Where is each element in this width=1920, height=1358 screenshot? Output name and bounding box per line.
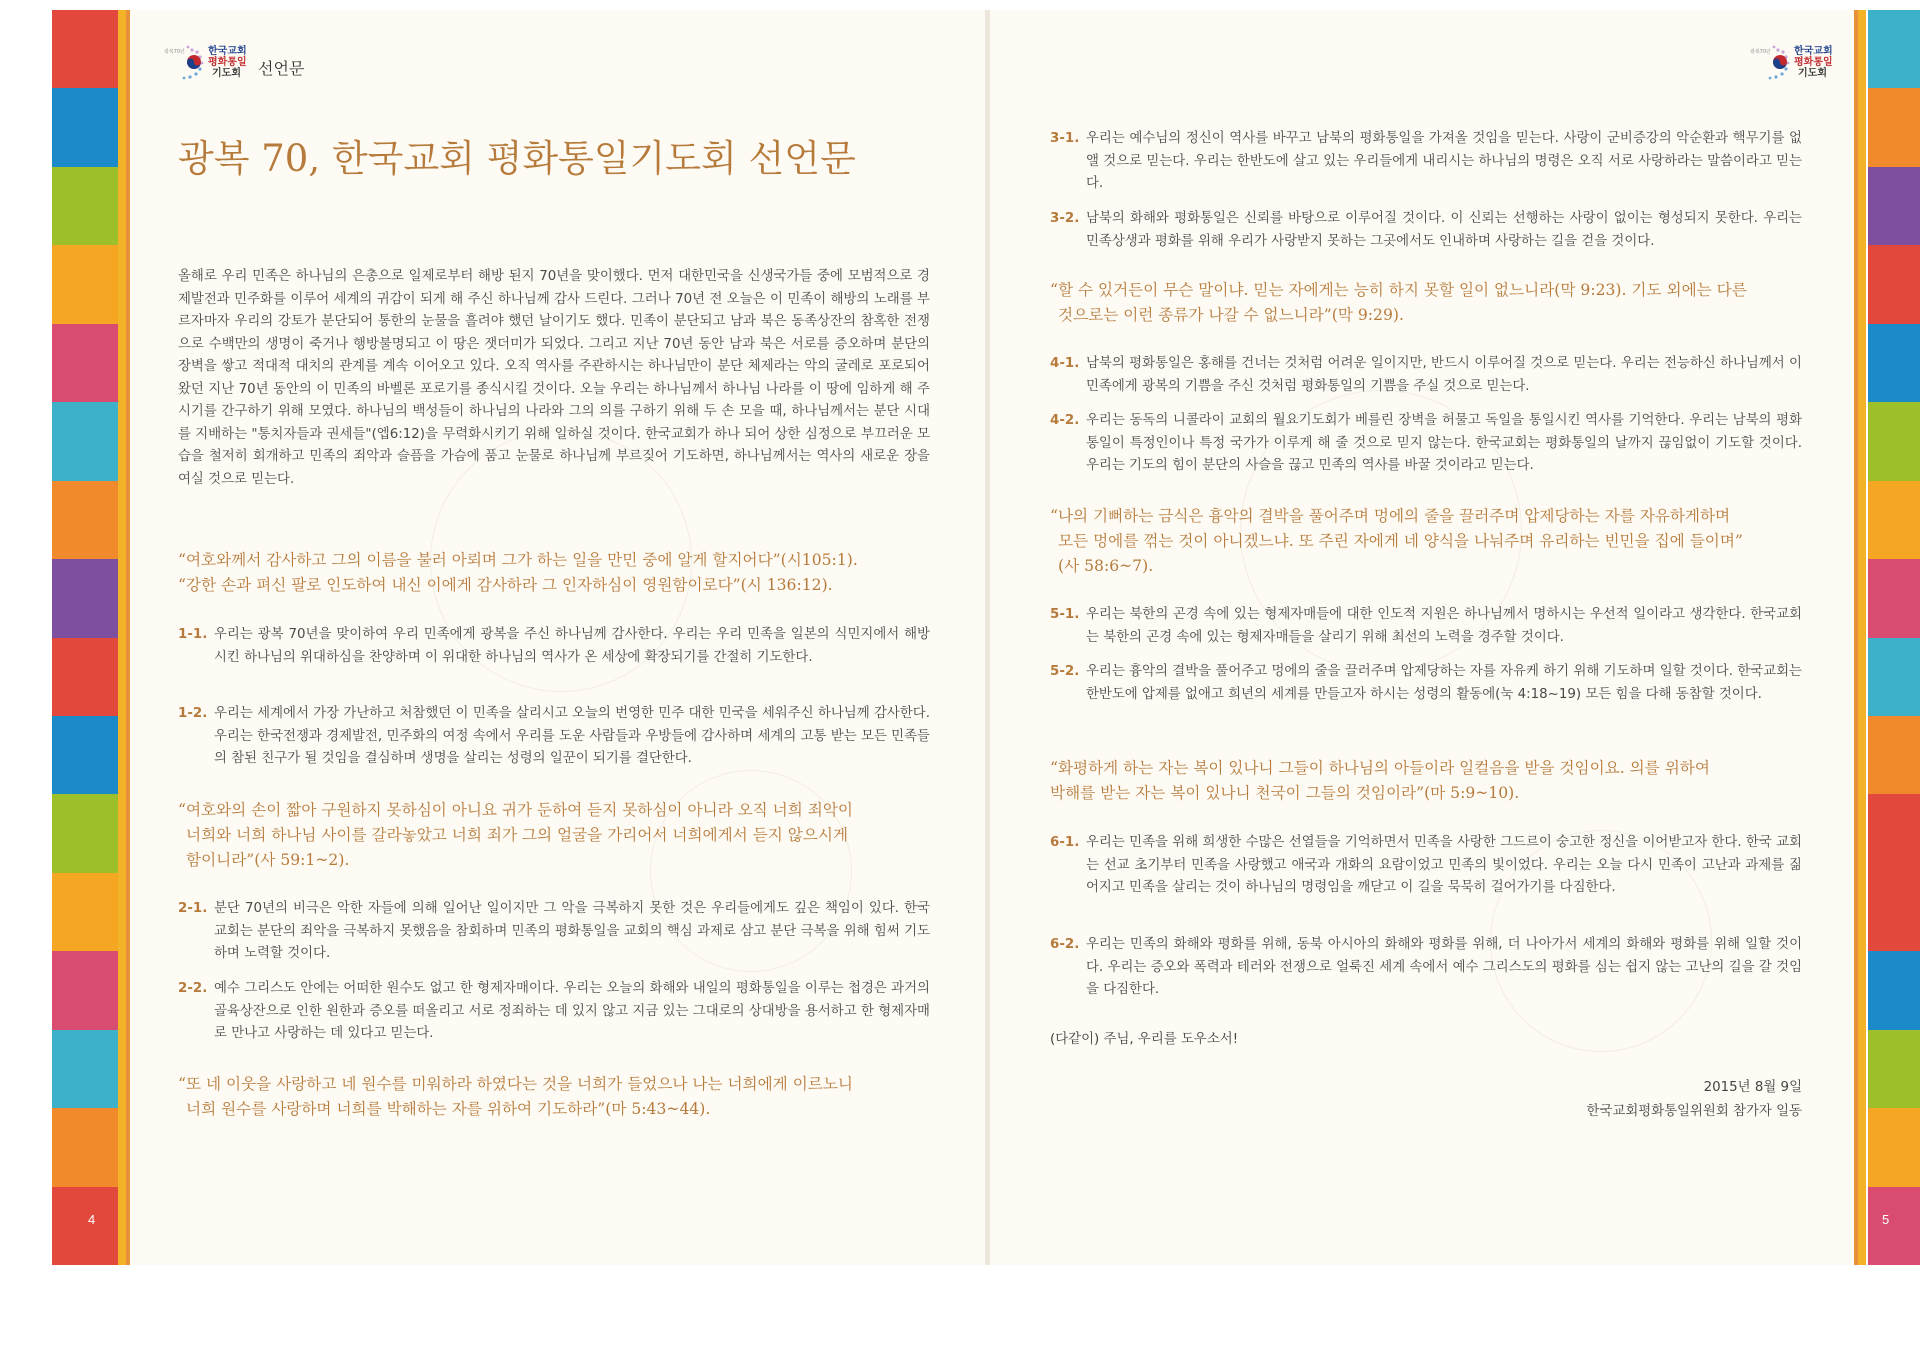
- declaration-item: [1050, 832, 1802, 900]
- page-title: 광복 70, 한국교회 평화통일기도회 선언문: [178, 137, 856, 180]
- item-number: 3-1.: [1050, 131, 1080, 146]
- declaration-item: [1050, 934, 1802, 1002]
- logo-small-caption: 광복70년: [1750, 49, 1771, 55]
- item-number: 2-2.: [178, 981, 208, 996]
- item-number: 6-1.: [1050, 835, 1080, 850]
- logo-text: [1794, 46, 1833, 79]
- scripture-quote: [1050, 756, 1710, 806]
- color-stripe: [52, 481, 118, 559]
- scripture-quote: [1050, 504, 1743, 579]
- color-stripe: [52, 167, 118, 245]
- item-text: 우리는 흉악의 결박을 풀어주고 멍에의 줄을 끌러주며 압제당하는 자를 자유케 하기 위해 기도하며 일할 것이다. 한국교회는 한반도에 압제를 없애고 희년의 세계를 만들고자 하시는 성령의 활동에(눅 4:18~19) 모든 힘을 다해 동참할 것이다.: [1086, 664, 1802, 702]
- color-stripe: [1868, 324, 1920, 402]
- color-stripe: [1868, 245, 1920, 323]
- color-stripe: [52, 402, 118, 480]
- color-stripe: [52, 324, 118, 402]
- page-number: 4: [88, 1212, 96, 1227]
- logo-line-1: 한국교회: [208, 45, 247, 57]
- color-stripe: [1868, 1030, 1920, 1108]
- logo-text: [208, 46, 247, 79]
- color-stripe: [52, 873, 118, 951]
- declaration-item: [178, 898, 930, 966]
- quote-line: “여호와의 손이 짧아 구원하지 못하심이 아니요 귀가 둔하여 듣지 못하심이 아니라 오직 너희 죄악이: [178, 801, 853, 819]
- item-text: 우리는 세계에서 가장 가난하고 처참했던 이 민족을 살리시고 오늘의 번영한 민주 대한 민국을 세워주신 하나님께 감사한다. 우리는 한국전쟁과 경제발전, 민주화의 여정 속에서 우리를 도운 사람들과 우방들에 감사하며 세계의 고통 받는 모든 민족들의 참된 친구가 될 것임을 결심하며 생명을 살리는 성령의 일꾼이 되기를 결단한다.: [214, 706, 930, 766]
- scripture-quote: [1050, 278, 1747, 328]
- right-logo: [1748, 42, 1833, 82]
- item-number: 1-2.: [178, 706, 208, 721]
- item-text: 예수 그리스도 안에는 어떠한 원수도 없고 한 형제자매이다. 우리는 오늘의 화해와 내일의 평화통일을 이루는 첩경은 과거의 골육상잔으로 인한 원한과 증오를 떠올리고 서로 정죄하는 데 있지 않고 지금 있는 그대로의 상대방을 용서하고 한 형제자매로 만나고 사랑하는 데 있다고 믿는다.: [214, 981, 930, 1041]
- quote-line: 박해를 받는 자는 복이 있나니 천국이 그들의 것임이라”(마 5:9~10).: [1050, 784, 1520, 802]
- logo-line-3: 기도회: [1798, 67, 1827, 79]
- item-text: 분단 70년의 비극은 악한 자들에 의해 일어난 일이지만 그 악을 극복하지 못한 것은 우리들에게도 깊은 책임이 있다. 한국 교회는 분단의 죄악을 극복하지 못했음을 참회하며 민족의 평화통일을 교회의 핵심 과제로 삼고 분단 극복을 위해 힘써 기도하며 노력할 것이다.: [214, 901, 930, 961]
- quote-line: 너희와 너희 하나님 사이를 갈라놓았고 너희 죄가 그의 얼굴을 가리어서 너희에게서 듣지 않으시게: [186, 826, 849, 844]
- quote-line: 함이니라”(사 59:1~2).: [186, 851, 350, 869]
- declaration-item: [178, 624, 930, 669]
- item-text: 우리는 동독의 니콜라이 교회의 월요기도회가 베를린 장벽을 허물고 독일을 통일시킨 역사를 기억한다. 우리는 남북의 평화통일이 특정인이나 특정 국가가 이루게 해 줄 것으로 믿지 않는다. 한국교회는 평화통일의 날까지 끊임없이 기도할 것이다. 우리는 기도의 힘이 분단의 사슬을 끊고 민족의 역사를 바꿀 것이라고 믿는다.: [1086, 413, 1802, 473]
- declaration-date: 2015년 8월 9일: [1703, 1080, 1802, 1095]
- quote-line: “나의 기뻐하는 금식은 흉악의 결박을 풀어주며 멍에의 줄을 끌러주며 압제당하는 자를 자유하게하며: [1050, 507, 1731, 525]
- page-number: 5: [1882, 1212, 1890, 1227]
- color-stripe: [1868, 716, 1920, 794]
- declaration-item: [1050, 353, 1802, 398]
- color-stripe: [52, 1187, 118, 1265]
- left-edge-bar: [118, 10, 126, 1265]
- declaration-item: [1050, 128, 1802, 196]
- scripture-quote: [178, 1072, 853, 1122]
- header-label: 선언문: [258, 59, 305, 78]
- color-stripe: [52, 245, 118, 323]
- quote-line: 모든 멍에를 꺾는 것이 아니겠느냐. 또 주린 자에게 네 양식을 나눠주며 유리하는 빈민을 집에 들이며”: [1058, 532, 1743, 550]
- item-number: 4-1.: [1050, 356, 1080, 371]
- item-number: 1-1.: [178, 627, 208, 642]
- color-stripe: [1868, 402, 1920, 480]
- color-stripe: [1868, 481, 1920, 559]
- item-text: 우리는 민족의 화해와 평화를 위해, 동북 아시아의 화해와 평화를 위해, 더 나아가서 세계의 화해와 평화를 위해 일할 것이다. 우리는 증오와 폭력과 테러와 전쟁으로 얼룩진 세계 속에서 예수 그리스도의 평화를 심는 쉽지 않는 고난의 길을 갈 것임을 다짐한다.: [1086, 937, 1803, 997]
- logo-line-2: 평화통일: [208, 56, 247, 68]
- scripture-quote: [178, 548, 858, 598]
- quote-line: “화평하게 하는 자는 복이 있나니 그들이 하나님의 아들이라 일컬음을 받을 것임이요. 의를 위하여: [1050, 759, 1710, 777]
- color-stripe: [1868, 638, 1920, 716]
- color-stripe: [1868, 167, 1920, 245]
- declaration-item: [1050, 604, 1802, 649]
- logo-emblem-icon: [162, 42, 206, 82]
- item-text: 우리는 광복 70년을 맞이하여 우리 민족에게 광복을 주신 하나님께 감사한다. 우리는 우리 민족을 일본의 식민지에서 해방시킨 하나님의 위대하심을 찬양하며 이 위대한 하나님의 역사가 온 세상에 확장되기를 간절히 기도한다.: [214, 627, 930, 665]
- color-stripe: [1868, 10, 1920, 88]
- declaration-item: [178, 978, 930, 1046]
- quote-line: “강한 손과 펴신 팔로 인도하여 내신 이에게 감사하라 그 인자하심이 영원함이로다”(시 136:12).: [178, 576, 833, 594]
- item-number: 5-2.: [1050, 664, 1080, 679]
- color-stripe: [1868, 88, 1920, 166]
- color-stripe: [52, 88, 118, 166]
- intro-paragraph: 올해로 우리 민족은 하나님의 은총으로 일제로부터 해방 된지 70년을 맞이했다. 먼저 대한민국을 신생국가들 중에 모범적으로 경제발전과 민주화를 이루어 세계의 귀감이 되게 해 주신 하나님께 감사 드린다. 그러나 70년 전 오늘은 이 민족이 해방의 노래를 부르자마자 우리의 강토가 분단되어 통한의 눈물을 흘려야 했던 날이기도 했다. 민족이 분단되고 남과 북은 동족상잔의 참혹한 전쟁으로 수백만의 생명이 죽거나 행방불명되고 이 땅은 잿더미가 되었다. 그리고 지난 70년 동안 남과 북은 서로를 증오하며 분단의 장벽을 쌓고 적대적 대치의 관계를 계속 이어오고 있다. 오직 역사를 주관하시는 하나님만이 분단 체제라는 악의 굴레로 포로되어 왔던 지난 70년 동안의 이 민족의 바벨론 포로기를 종식시킬 것이다. 오늘 우리는 하나님께서 하나님 나라를 이 땅에 임하게 해 주시기를 간구하기 위해 모였다. 하나님의 백성들이 하나님의 나라와 그의 의를 구하기 위해 두 손 모을 때, 하나님께서는 분단 시대를 지배하는 "통치자들과 권세들"(엡6:12)을 무력화시키기 위해 일하실 것이다. 한국교회가 하나 되어 상한 심정으로 부끄러운 모습을 철저히 회개하고 민족의 죄악과 슬픔을 가슴에 품고 눈물로 하나님께 부르짖어 기도하면, 하나님께서는 역사의 새로운 장을 여실 것으로 믿는다.: [178, 269, 930, 487]
- quote-line: “또 네 이웃을 사랑하고 네 원수를 미워하라 하였다는 것을 너희가 들었으나 나는 너희에게 이르노니: [178, 1075, 853, 1093]
- color-stripe: [1868, 951, 1920, 1029]
- quote-line: “할 수 있거든이 무슨 말이냐. 믿는 자에게는 능히 하지 못할 일이 없느니라(막 9:23). 기도 외에는 다른: [1050, 281, 1747, 299]
- item-number: 2-1.: [178, 901, 208, 916]
- signature-line: 한국교회평화통일위원회 참가자 일동: [1586, 1104, 1802, 1119]
- declaration-item: [1050, 410, 1802, 478]
- left-logo: [162, 42, 247, 82]
- closing-prayer: (다같이) 주님, 우리를 도우소서!: [1050, 1032, 1239, 1047]
- item-number: 5-1.: [1050, 607, 1080, 622]
- color-stripe: [52, 638, 118, 716]
- quote-line: (사 58:6~7).: [1058, 557, 1154, 575]
- logo-small-caption: 광복70년: [164, 49, 185, 55]
- item-number: 4-2.: [1050, 413, 1080, 428]
- logo-line-1: 한국교회: [1794, 45, 1833, 57]
- left-color-stripes: [52, 10, 118, 1265]
- declaration-item: [1050, 661, 1802, 706]
- color-stripe: [52, 716, 118, 794]
- declaration-item: [178, 703, 930, 771]
- logo-line-3: 기도회: [212, 67, 241, 79]
- color-stripe: [1868, 794, 1920, 872]
- color-stripe: [52, 1108, 118, 1186]
- item-text: 우리는 민족을 위해 희생한 수많은 선열들을 기억하면서 민족을 사랑한 그드르이 숭고한 정신을 이어받고자 한다. 한국 교회는 선교 초기부터 민족을 사랑했고 애국과 개화의 요람이었고 민족의 빛이었다. 우리는 오늘 다시 민족이 고난과 과제를 짊어지고 민족을 살리는 것이 하나님의 명령임을 깨닫고 이 길을 묵묵히 걸어가기를 다짐한다.: [1086, 835, 1802, 895]
- quote-line: 너희 원수를 사랑하며 너희를 박해하는 자를 위하여 기도하라”(마 5:43~44).: [186, 1100, 711, 1118]
- color-stripe: [52, 794, 118, 872]
- declaration-item: [1050, 208, 1802, 253]
- right-edge-bar: [1858, 10, 1866, 1265]
- color-stripe: [1868, 559, 1920, 637]
- quote-line: 것으로는 이런 종류가 나갈 수 없느니라”(막 9:29).: [1058, 306, 1404, 324]
- item-text: 남북의 화해와 평화통일은 신뢰를 바탕으로 이루어질 것이다. 이 신뢰는 선행하는 사랑이 없이는 형성되지 못한다. 우리는 민족상생과 평화를 위해 우리가 사랑받지 못하는 그곳에서도 인내하며 사랑하는 길을 걷을 것이다.: [1086, 211, 1802, 249]
- scripture-quote: [178, 798, 853, 873]
- color-stripe: [1868, 873, 1920, 951]
- color-stripe: [52, 10, 118, 88]
- item-text: 남북의 평화통일은 홍해를 건너는 것처럼 어려운 일이지만, 반드시 이루어질 것으로 믿는다. 우리는 전능하신 하나님께서 이 민족에게 광복의 기쁨을 주신 것처럼 평화통일의 기쁨을 주실 것으로 믿는다.: [1086, 356, 1802, 394]
- color-stripe: [1868, 1187, 1920, 1265]
- color-stripe: [52, 1030, 118, 1108]
- color-stripe: [1868, 1108, 1920, 1186]
- item-number: 6-2.: [1050, 937, 1080, 952]
- item-text: 우리는 예수님의 정신이 역사를 바꾸고 남북의 평화통일을 가져올 것임을 믿는다. 사랑이 군비증강의 악순환과 핵무기를 없앨 것으로 믿는다. 우리는 한반도에 살고 있는 우리들에게 내리시는 하나님의 명령은 오직 서로 사랑하라는 말씀이라고 믿는다.: [1086, 131, 1802, 191]
- item-number: 3-2.: [1050, 211, 1080, 226]
- right-color-stripes: [1868, 10, 1920, 1265]
- color-stripe: [52, 559, 118, 637]
- quote-line: “여호와께서 감사하고 그의 이름을 불러 아뢰며 그가 하는 일을 만민 중에 알게 할지어다”(시105:1).: [178, 551, 858, 569]
- signature-block: [1400, 1076, 1802, 1124]
- logo-line-2: 평화통일: [1794, 56, 1833, 68]
- item-text: 우리는 북한의 곤경 속에 있는 형제자매들에 대한 인도적 지원은 하나님께서 명하시는 우선적 일이라고 생각한다. 한국교회는 북한의 곤경 속에 있는 형제자매들을 살리기 위해 최선의 노력을 경주할 것이다.: [1086, 607, 1802, 645]
- color-stripe: [52, 951, 118, 1029]
- right-edge-bar-inner: [1854, 10, 1858, 1265]
- logo-emblem-icon: [1748, 42, 1792, 82]
